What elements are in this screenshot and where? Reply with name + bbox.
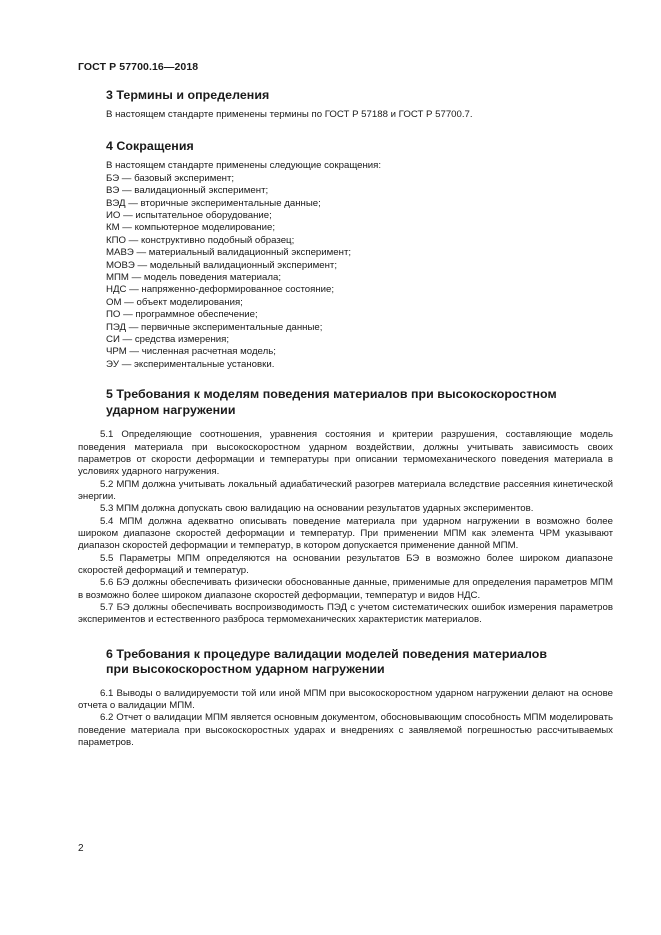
section-6	[78, 646, 613, 750]
section-3-text: В настоящем стандарте применены термины по ГОСТ Р 57188 и ГОСТ Р 57700.7.	[106, 108, 473, 120]
abbreviation-item: МОВЭ — модельный валидационный эксперимент;	[106, 259, 338, 271]
section-5-heading	[106, 387, 613, 418]
section-5	[78, 387, 613, 627]
section-6-heading-line1: 6 Требования к процедуре валидации моделей поведения материалов	[106, 646, 548, 661]
abbreviation-item: КМ — компьютерное моделирование;	[106, 222, 276, 234]
abbreviation-item: МПМ — модель поведения материала;	[106, 272, 282, 283]
abbreviation-item: НДС — напряженно-деформированное состояние;	[106, 284, 335, 296]
paragraph-5-7: 5.7 БЭ должны обеспечивать воспроизводимость ПЭД с учетом систематических ошибок измерения параметров экспериментов и естественного разброса термомеханических характеристик материалов.	[78, 602, 613, 626]
abbreviation-list	[106, 173, 613, 372]
paragraph-5-1: 5.1 Определяющие соотношения, уравнения состояния и критерии разрушения, составляющие модель поведения материала при высокоскоростном ударном воздействии, должны учитывать зависимость своих параметров от скорости деформации и температуры при описании термомеханического поведения материала в условиях ударного нагружения.	[78, 429, 613, 478]
section-3-heading: 3 Термины и определения	[106, 88, 270, 102]
section-6-heading-line2: при высокоскоростном ударном нагружении	[106, 662, 385, 677]
section-5-body	[78, 429, 613, 627]
section-4-intro: В настоящем стандарте применены следующие сокращения:	[106, 160, 382, 172]
paragraph-6-1: 6.1 Выводы о валидируемости той или иной МПМ при высокоскоростном ударном нагружении делают на основе отчета о валидации МПМ.	[78, 687, 613, 712]
paragraph-6-2: 6.2 Отчет о валидации МПМ является основным документом, обосновывающим способность МПМ моделировать поведение материала при высокоскоростных ударах и внедрениях с заявляемой погрешностью рассчитываемых параметров.	[78, 712, 613, 749]
paragraph-5-4: 5.4 МПМ должна адекватно описывать поведение материала при ударном нагружении в возможно более широком диапазоне скоростей деформации и температур. При применении МПМ как элемента ЧРМ указывают диапазон скоростей деформации и температур, в котором допускается применение данной МПМ.	[78, 515, 613, 552]
abbreviation-item: БЭ — базовый эксперимент;	[106, 172, 235, 184]
abbreviation-item: МАВЭ — материальный валидационный эксперимент;	[106, 247, 352, 259]
page-number: 2	[78, 843, 84, 854]
section-4	[106, 139, 613, 371]
page-content	[78, 88, 613, 749]
abbreviation-item: ЭУ — экспериментальные установки.	[106, 358, 275, 370]
abbreviation-item: КПО — конструктивно подобный образец;	[106, 234, 295, 246]
section-6-heading	[106, 647, 613, 678]
section-6-body	[78, 688, 613, 750]
abbreviation-item: ИО — испытательное оборудование;	[106, 209, 272, 221]
abbreviation-item: ВЭ — валидационный эксперимент;	[106, 185, 269, 197]
standard-code: ГОСТ Р 57700.16—2018	[78, 61, 199, 73]
paragraph-5-3: 5.3 МПМ должна допускать свою валидацию на основании результатов ударных экспериментов.	[100, 503, 534, 515]
abbreviation-item: ЧРМ — численная расчетная модель;	[106, 346, 276, 358]
section-5-heading-line1: 5 Требования к моделям поведения материалов при высокоскоростном	[106, 387, 557, 402]
paragraph-5-5: 5.5 Параметры МПМ определяются на основании результатов БЭ в возможно более широком диапазоне скоростей деформаций и температур.	[78, 552, 613, 577]
paragraph-5-2: 5.2 МПМ должна учитывать локальный адиабатический разогрев материала вследствие рассеяния кинетической энергии.	[78, 478, 613, 502]
abbreviation-item: ВЭД — вторичные экспериментальные данные;	[106, 197, 321, 209]
section-5-heading-line2: ударном нагружении	[106, 402, 236, 417]
paragraph-5-6: 5.6 БЭ должны обеспечивать физически обоснованные данные, применимые для определения параметров МПМ в возможно более широком диапазоне скоростей деформации, температур и видов НДС.	[78, 577, 613, 601]
abbreviation-item: СИ — средства измерения;	[106, 334, 230, 346]
abbreviation-item: ПО — программное обеспечение;	[106, 309, 258, 321]
section-3	[106, 88, 613, 121]
section-4-heading: 4 Сокращения	[106, 138, 194, 153]
abbreviation-item: ПЭД — первичные экспериментальные данные;	[106, 321, 323, 333]
abbreviation-item: ОМ — объект моделирования;	[106, 296, 243, 308]
